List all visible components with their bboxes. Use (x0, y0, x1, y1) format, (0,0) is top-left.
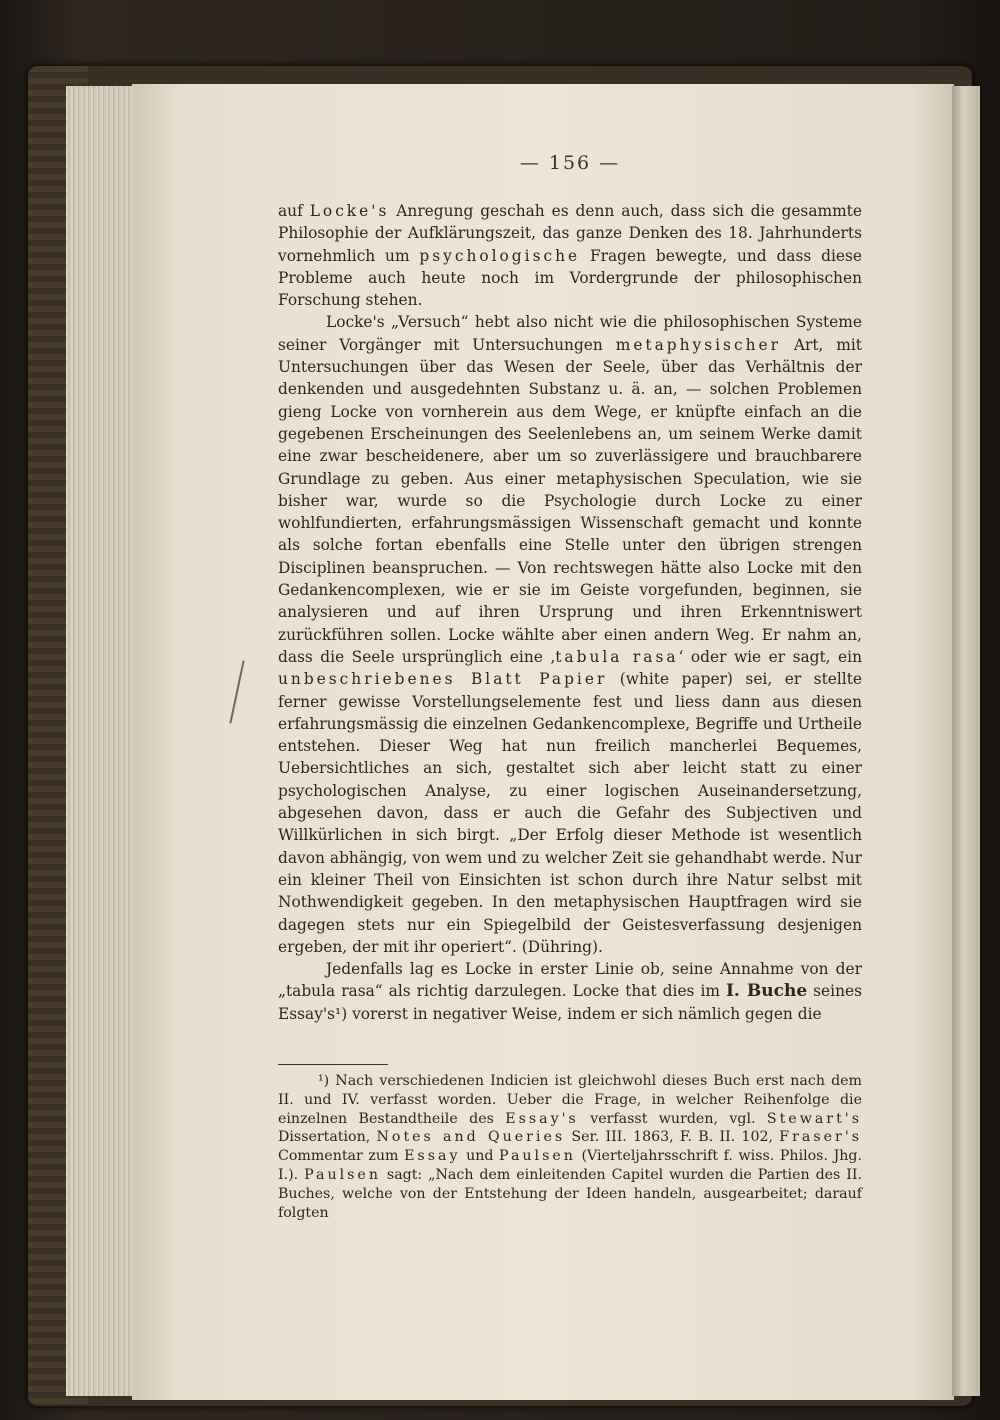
footnote (278, 1072, 862, 1222)
spaced-emphasis: Paulsen (304, 1166, 381, 1183)
text-run: ¹) Nach verschiedenen Indicien ist gleichwohl dieses Buch erst nach dem II. und IV. verfasst worden. Ueber die Frage, in welcher Reihenfolge die einzelnen Bestandtheile des (278, 1073, 862, 1127)
spaced-emphasis: psychologische (419, 246, 581, 265)
text-run: Jedenfalls lag es Locke in erster Linie ob, seine Annahme von der „tabula rasa“ als richtig darzulegen. Locke that dies im (278, 960, 862, 1001)
footnote-rule (278, 1064, 388, 1065)
body-text (278, 200, 862, 1025)
page-edges (66, 86, 138, 1396)
spaced-emphasis: Fraser's (779, 1129, 863, 1146)
text-run: Commentar zum (278, 1148, 405, 1165)
spaced-emphasis: tabula rasa (555, 647, 679, 666)
page-number: — 156 — (519, 152, 621, 174)
text-run: Locke's „Versuch“ hebt also nicht wie die philosophischen Systeme seiner Vorgänger mit Untersuchungen (278, 313, 862, 354)
spaced-emphasis: Locke's (309, 202, 390, 220)
paragraph (278, 200, 862, 311)
text-run: seines Essay's¹) vorerst in negativer Weise, indem er sich nämlich gegen die (278, 982, 863, 1023)
text-run: sagt: „Nach dem einleitenden Capitel wurden die Partien des II. Buches, welche von der Entstehung der Ideen handeln, ausgearbeitet; darauf folgten (278, 1166, 862, 1221)
spaced-emphasis: Essay (404, 1148, 461, 1165)
text-run: Fragen bewegte, und dass diese Probleme auch heute noch im Vordergrunde der philosophischen Forschung stehen. (278, 246, 862, 310)
text-run: auf (278, 202, 310, 220)
text-run: Dissertation, (278, 1129, 377, 1146)
paragraph (278, 958, 862, 1025)
spaced-emphasis: unbeschriebenes Blatt Papier (278, 670, 608, 689)
text-run: und (460, 1148, 500, 1165)
bold-emphasis: I. Buche (725, 981, 808, 1002)
spaced-emphasis: Essay's (505, 1110, 579, 1127)
text-run: ‘ oder wie er sagt, ein (678, 647, 862, 666)
text-run: Anregung geschah es denn auch, dass sich die gesammte Philosophie der Aufklärungszeit, das ganze Denken des 18. Jahrhunderts vornehmlich um (278, 202, 862, 265)
text-run: Art, mit Untersuchungen über das Wesen der Seele, über das Verhältnis der denkenden und ausgedehnten Substanz u. ä. an, — solchen Problemen gieng Locke von vornherein aus dem Wege, er knüpfte einfach an die gegebenen Erscheinungen des Seelenlebens an, um seinem Werke damit eine zwar bescheidenere, aber um so zuverlässigere und brauchbarere Grundlage zu geben. Aus einer metaphysischen Speculation, wie sie bisher war, wurde so die Psychologie durch Locke zu einer wohlfundierten, erfahrungsmässigen Wissenschaft gemacht und konnte als solche fortan ebenfalls eine Stelle unter den übrigen strengen Disciplinen beanspruchen. — Von rechtswegen hätte also Locke mit den Gedankencomplexen, wie er sie im Geiste vorgefunden, beginnen, sie analysieren und auf ihren Ursprung und ihren Erkenntniswert zurückführen sollen. Locke wählte aber einen andern Weg. Er nahm an, dass die Seele ursprünglich eine ‚ (278, 335, 862, 666)
text-run: (white paper) sei, er stellte ferner gewisse Vorstellungselemente fest und liess dann aus diesen erfahrungsmässig die einzelnen Gedankencomplexe, Begriffe und Urtheile entstehen. Dieser Weg hat nun freilich mancherlei Bequemes, Uebersichtliches an sich, gestaltet sich aber leicht statt zu einer psychologischen Analyse, zu einer logischen Auseinandersetzung, abgesehen davon, dass er auch die Gefahr des Subjectiven und Willkürlichen in sich birgt. „Der Erfolg dieser Methode ist wesentlich davon abhängig, von wem und zu welcher Zeit sie gehandhabt werde. Nur ein kleiner Theil von Einsichten ist schon durch ihre Natur selbst mit Nothwendigkeit gegeben. In den metaphysischen Hauptfragen wird sie dagegen stets nur ein Spiegelbild der Geistesverfassung desjenigen ergeben, der mit ihr operiert“. (Dühring). (278, 670, 863, 956)
text-run: (Vierteljahrsschrift f. wiss. Philos. Jhg. I.). (278, 1148, 862, 1183)
footnote-paragraph (278, 1072, 862, 1222)
paragraph (278, 311, 862, 958)
facing-page-edge (952, 86, 980, 1396)
spaced-emphasis: Stewart's (766, 1110, 862, 1127)
spaced-emphasis: Notes and Queries (376, 1129, 566, 1146)
text-run: Ser. III. 1863, F. B. II. 102, (565, 1129, 780, 1146)
spaced-emphasis: metaphysischer (615, 335, 781, 354)
spaced-emphasis: Paulsen (499, 1148, 576, 1165)
text-run: verfasst wurden, vgl. (578, 1110, 767, 1127)
